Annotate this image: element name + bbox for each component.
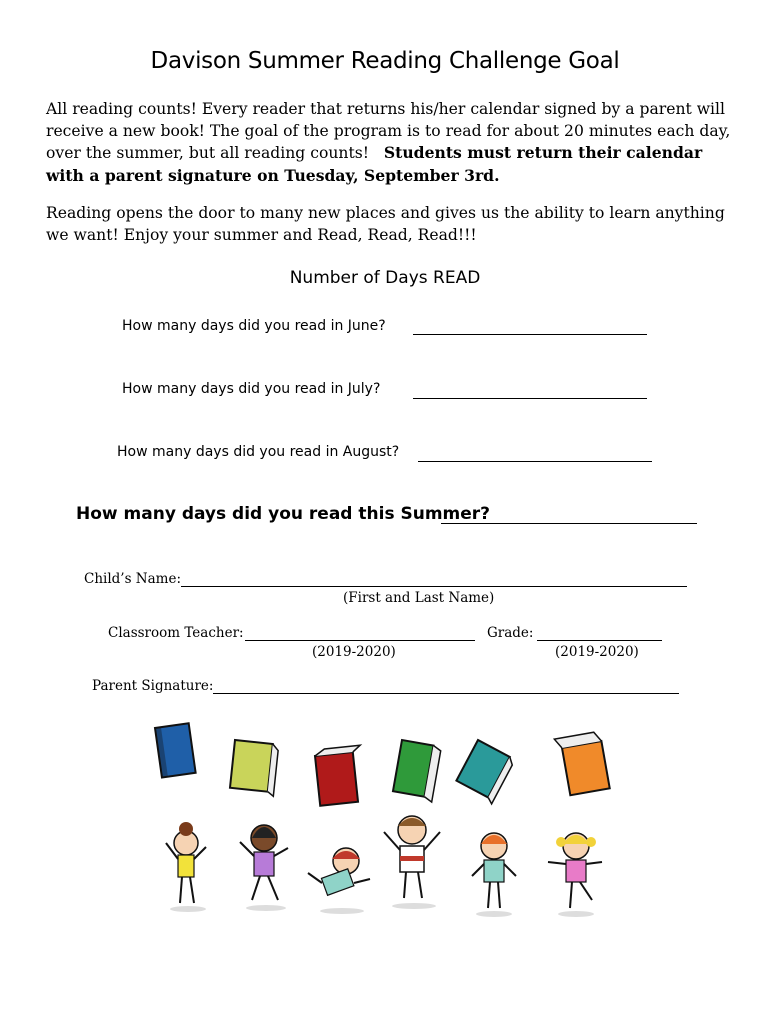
book-icon xyxy=(392,740,441,802)
book-icon xyxy=(155,723,196,777)
july-question: How many days did you read in July? xyxy=(122,381,381,397)
book-icon xyxy=(230,740,279,796)
encouragement-paragraph xyxy=(46,203,736,246)
child-name-field[interactable] xyxy=(181,586,687,587)
page-title: Davison Summer Reading Challenge Goal xyxy=(150,48,620,74)
august-days-field[interactable] xyxy=(418,461,652,462)
book-icon xyxy=(554,731,609,796)
intro-line-3-text: over the summer, but all reading counts! xyxy=(46,144,369,162)
book-icon xyxy=(314,745,366,806)
summer-total-question: How many days did you read this Summer? xyxy=(76,504,491,524)
child-icon xyxy=(166,822,206,912)
child-name-hint: (First and Last Name) xyxy=(343,590,495,606)
intro-line-3-emphasis: Students must return their calendar xyxy=(383,143,703,162)
intro-line-2: receive a new book! The goal of the program is to read for about 20 minutes each day, xyxy=(46,121,731,140)
intro-line-4-emphasis: with a parent signature on Tuesday, September 3rd. xyxy=(46,165,500,185)
teacher-field[interactable] xyxy=(245,640,475,641)
grade-field[interactable] xyxy=(537,640,662,641)
intro-paragraph xyxy=(46,99,736,186)
book-icon xyxy=(455,740,516,804)
june-days-field[interactable] xyxy=(413,334,647,335)
grade-label: Grade: xyxy=(487,625,534,641)
grade-hint: (2019-2020) xyxy=(555,644,639,660)
summer-total-field[interactable] xyxy=(441,523,697,524)
june-question: How many days did you read in June? xyxy=(122,318,386,334)
teacher-hint: (2019-2020) xyxy=(312,644,396,660)
child-icon xyxy=(240,825,288,911)
child-icon xyxy=(384,816,440,909)
intro-line-1: All reading counts! Every reader that returns his/her calendar signed by a parent will xyxy=(46,100,726,118)
books-and-children-icon xyxy=(140,718,630,918)
encouragement-line-2: we want! Enjoy your summer and Read, Read, Read!!! xyxy=(46,225,477,244)
child-icon xyxy=(548,833,602,917)
august-question: How many days did you read in August? xyxy=(117,444,400,460)
july-days-field[interactable] xyxy=(413,398,647,399)
child-icon xyxy=(472,833,516,917)
teacher-label: Classroom Teacher: xyxy=(108,625,244,641)
child-name-label: Child’s Name: xyxy=(84,571,182,587)
intro-line-3 xyxy=(46,142,736,165)
encouragement-line-1: Reading opens the door to many new places and gives us the ability to learn anything xyxy=(46,204,725,222)
parent-signature-label: Parent Signature: xyxy=(92,678,214,694)
days-read-heading: Number of Days READ xyxy=(289,268,481,288)
child-icon xyxy=(308,848,370,914)
parent-signature-field[interactable] xyxy=(213,693,679,694)
